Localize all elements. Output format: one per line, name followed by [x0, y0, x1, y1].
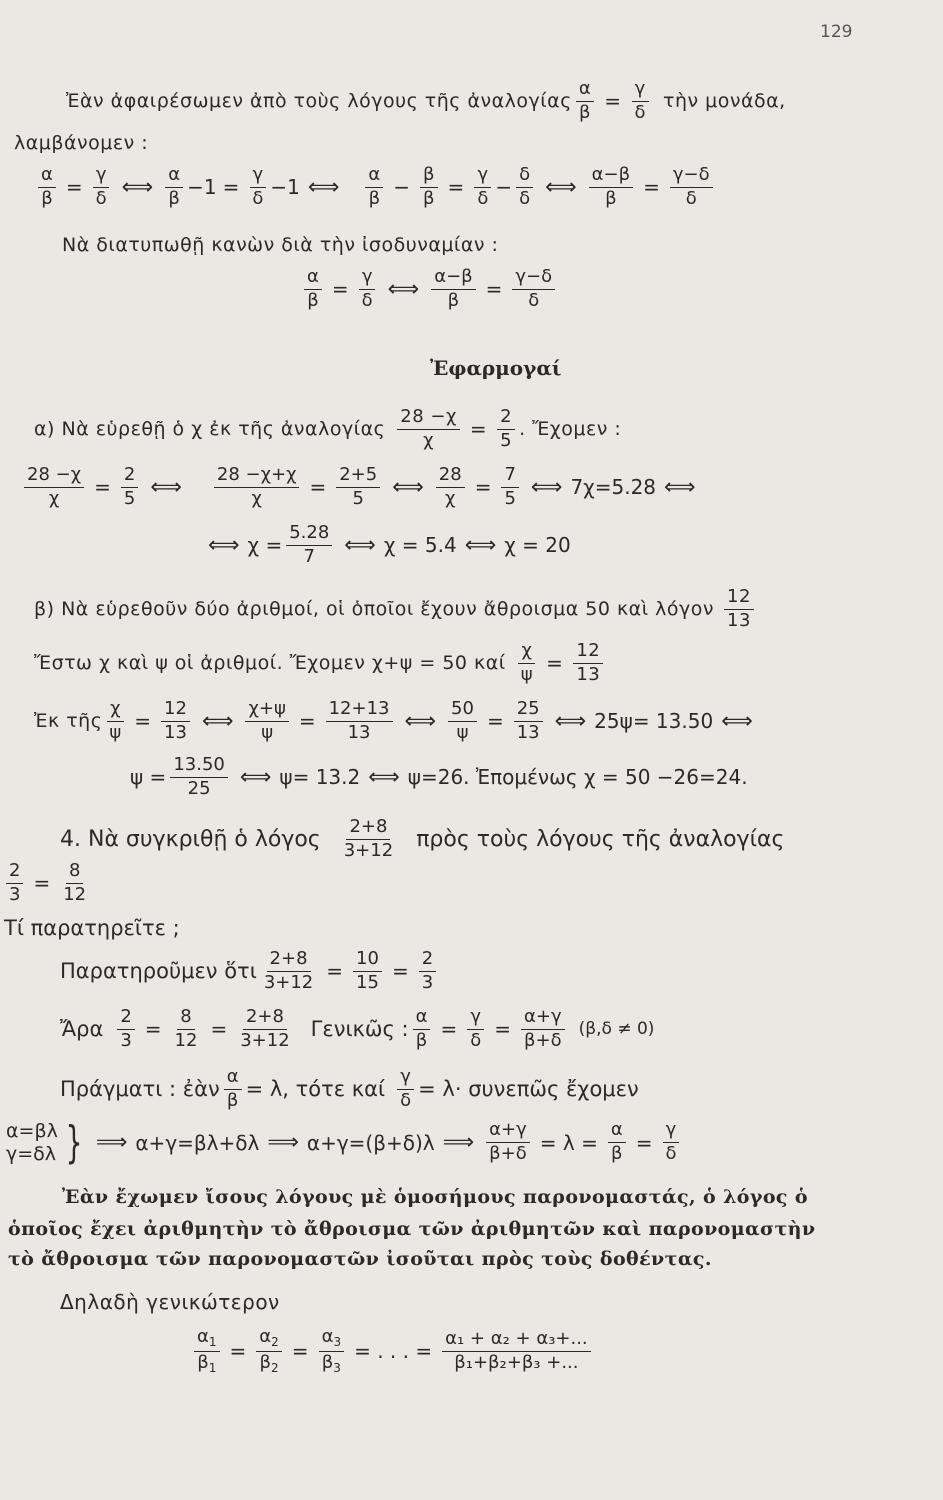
isodynamy-formula	[300, 268, 559, 311]
iff-arrow: ⟺	[404, 708, 437, 734]
fraction: $\frac{\alpha}{\beta}$	[38, 166, 56, 209]
fraction-g-d: $\frac{\gamma}{\delta}$	[631, 80, 649, 123]
iff-arrow: ⟺	[201, 708, 234, 734]
applications-heading: Ἐφαρμογαί	[430, 356, 562, 380]
fraction: $\frac{\gamma}{\delta}$	[467, 1008, 484, 1051]
chain-eq: = λ =	[539, 1130, 598, 1155]
fraction: $\frac{\gamma}{\delta}$	[397, 1068, 414, 1111]
iff-arrow: ⟺	[150, 474, 182, 500]
fraction: $\frac{\gamma}{\delta}$	[663, 1121, 680, 1164]
chain-2: α+γ=(β+δ)λ	[306, 1130, 435, 1155]
system-eq-1: α=βλ	[6, 1120, 58, 1142]
page-number: 129	[820, 22, 853, 42]
equals: =	[33, 871, 51, 896]
fraction: $\frac{\gamma-\delta}{\delta}$	[512, 268, 555, 311]
fraction: $\frac{2}{5}$	[121, 466, 138, 509]
equals: =	[440, 1017, 458, 1042]
right-brace: }	[65, 1116, 83, 1168]
example-a-statement	[34, 408, 621, 451]
equals: =	[144, 1017, 162, 1042]
fraction: $\frac{\gamma}{\delta}$	[93, 166, 110, 209]
intro-text: Ἐὰν ἀφαιρέσωμεν ἀπὸ τοὺς λόγους τῆς ἀναλογίας	[66, 90, 572, 113]
fraction: $\frac{2+8}{3+12}$	[240, 1006, 290, 1051]
equals: =	[291, 1339, 309, 1364]
equals: =	[309, 475, 327, 500]
hence-label: Ἄρα	[60, 1017, 104, 1042]
fraction: $\frac{12+13}{13}$	[326, 700, 393, 743]
equals: =	[94, 475, 111, 500]
fraction: $\frac{8}{12}$	[63, 860, 87, 905]
fraction: $\frac{\alpha_3}{\beta_3}$	[319, 1328, 345, 1374]
example-a-steps-1	[20, 466, 704, 509]
general-text: Δηλαδὴ γενικώτερον	[60, 1290, 280, 1314]
one: 1	[203, 175, 217, 200]
intro-text-end: τὴν μονάδα,	[663, 90, 786, 113]
equals: =	[546, 651, 564, 676]
implies-arrow: ⟹	[267, 1130, 299, 1156]
fraction: $\frac{\alpha-\beta}{\beta}$	[589, 166, 633, 209]
minus: −	[270, 175, 288, 200]
fraction: $\frac{\alpha}{\beta}$	[224, 1068, 242, 1111]
condition: (β,δ ≠ 0)	[578, 1019, 655, 1040]
equals: =	[391, 959, 409, 984]
step-7x: 7χ=5.28	[570, 475, 657, 500]
equals: =	[643, 175, 660, 200]
iff-arrow: ⟺	[344, 532, 376, 558]
fraction: $\frac{2+5}{5}$	[336, 466, 380, 509]
equals: =	[474, 475, 492, 500]
iff-arrow: ⟺	[392, 474, 424, 500]
item4-question: Τί παρατηρεῖτε ;	[4, 916, 180, 940]
fraction: $\frac{50}{\psi}$	[448, 700, 477, 743]
iff-arrow: ⟺	[721, 708, 753, 734]
system	[6, 1120, 58, 1166]
step-x-eq: χ =	[247, 533, 283, 558]
fraction: $\frac{\gamma-\delta}{\delta}$	[670, 166, 713, 209]
indeed-label: Πράγματι : ἐὰν	[60, 1077, 220, 1102]
system-eq-2: γ=δλ	[6, 1142, 57, 1165]
minus: −	[495, 175, 513, 200]
fraction: $\frac{25}{13}$	[514, 700, 543, 743]
fraction: 2+8 3+12	[343, 816, 394, 861]
chain-1: α+γ=βλ+δλ	[135, 1130, 260, 1155]
fraction: $\frac{\alpha}{\beta}$	[608, 1121, 626, 1164]
fraction: $\frac{2+8}{3+12}$	[263, 948, 314, 993]
equals: =	[469, 417, 488, 442]
equals: =	[134, 709, 152, 734]
one: 1	[287, 175, 300, 200]
observation-label: Παρατηροῦμεν ὅτι	[60, 959, 257, 984]
fraction: $\frac{\delta}{\delta}$	[516, 166, 533, 209]
equals: =	[486, 709, 504, 734]
fraction: $\frac{2}{5}$	[497, 408, 515, 451]
fraction: $\frac{\chi}{\psi}$	[106, 700, 124, 743]
iff-arrow: ⟺	[208, 532, 240, 558]
example-b-steps-2	[130, 756, 748, 799]
equals: =	[331, 277, 349, 302]
fraction: $\frac{\gamma}{\delta}$	[359, 268, 376, 311]
step-psi-eq: ψ =	[130, 765, 167, 790]
fraction: $\frac{\gamma}{\delta}$	[249, 166, 266, 209]
implies-arrow: ⟹	[95, 1130, 128, 1156]
example-b-label: β) Νὰ εὑρεθοῦν δύο ἀριθμοί, οἱ ὁποῖοι ἔχουν ἄθροισμα 50 καὶ λόγον	[34, 598, 715, 621]
example-b-statement	[34, 588, 758, 631]
equals: =	[485, 277, 503, 302]
equals: =	[222, 175, 240, 200]
iff-arrow: ⟺	[554, 708, 587, 734]
fraction: $\frac{13.50}{25}$	[170, 756, 228, 799]
equals: =	[635, 1130, 653, 1155]
iff-arrow: ⟺	[239, 764, 272, 790]
iff-arrow: ⟺	[464, 532, 497, 558]
fraction: $\frac{12}{13}$	[573, 642, 603, 685]
implies-arrow: ⟹	[442, 1130, 475, 1156]
lambda-text: = λ, τότε καί	[245, 1077, 386, 1102]
step-25psi: 25ψ= 13.50	[594, 709, 714, 734]
item4-hence	[60, 1008, 654, 1051]
fraction: α β	[365, 166, 383, 209]
rule-line-1: Ἐὰν ἔχωμεν ἴσους λόγους μὲ ὁμοσήμους παρονομαστάς, ὁ λόγος ὁ	[62, 1186, 808, 1208]
fraction: α β	[165, 166, 183, 209]
item4-proportion	[2, 862, 93, 905]
item4-statement	[60, 818, 784, 861]
item4-text-2: πρὸς τοὺς λόγους τῆς ἀναλογίας	[416, 826, 785, 852]
fraction: $\frac{\alpha}{\beta}$	[304, 268, 322, 311]
fraction: $\frac{10}{15}$	[353, 950, 382, 993]
iff-arrow: ⟺	[530, 474, 563, 500]
iff-arrow: ⟺	[307, 174, 340, 200]
equals: =	[326, 959, 344, 984]
equivalence-chain	[34, 166, 717, 209]
fraction: $\frac{28 -\chi}{\chi}$	[24, 466, 84, 509]
from-text: Ἐκ τῆς	[34, 710, 103, 733]
fraction: $\frac{\text{α₁ + α₂ + α₃+...}}{\text{β₁+β₂+β₃ +...}}$	[442, 1330, 591, 1373]
iff-arrow: ⟺	[664, 474, 696, 500]
fraction: $\frac{\alpha-\beta}{\beta}$	[431, 268, 475, 311]
example-b-let	[34, 642, 607, 685]
equals: =	[229, 1339, 247, 1364]
equals: =	[604, 89, 622, 114]
fraction: $\frac{\alpha_1}{\beta_1}$	[194, 1328, 220, 1374]
equals: =	[65, 175, 83, 200]
fraction: $\frac{\chi}{\psi}$	[518, 642, 536, 685]
equals: =	[494, 1017, 512, 1042]
fraction: $\frac{\alpha}{\beta}$	[413, 1008, 431, 1051]
fraction: $\frac{2}{3}$	[117, 1008, 134, 1051]
iff-arrow: ⟺	[387, 276, 420, 302]
fraction: 12 13	[724, 588, 754, 631]
example-a-label: α) Νὰ εὑρεθῇ ὁ χ ἐκ τῆς ἀναλογίας	[34, 418, 386, 441]
equals: =	[298, 709, 316, 734]
equals: =	[210, 1017, 228, 1042]
general-label: Γενικῶς :	[310, 1017, 409, 1042]
let-text: Ἔστω χ καὶ ψ οἱ ἀριθμοί. Ἔχομεν χ+ψ = 50 καί	[34, 652, 506, 675]
fraction: $\frac{2}{3}$	[419, 950, 436, 993]
minus: −	[393, 175, 411, 200]
fraction-a-b: $\frac{\alpha}{\beta}$	[576, 80, 594, 123]
fraction: $\frac{28}{\chi}$	[436, 466, 465, 509]
iff-arrow: ⟺	[368, 764, 400, 790]
iff-arrow: ⟺	[545, 174, 577, 200]
fraction: $\frac{\alpha+\gamma}{\beta+\delta}$	[486, 1121, 530, 1164]
fraction: $\frac{2}{3}$	[6, 862, 23, 905]
fraction: $\frac{28 -\chi+\chi}{\chi}$	[214, 466, 300, 509]
iff-arrow: ⟺	[121, 174, 154, 200]
item4-indeed	[60, 1068, 639, 1111]
item4-text-1: 4. Νὰ συγκριθῇ ὁ λόγος	[60, 826, 321, 852]
equals: =	[447, 175, 465, 200]
step-x-20: χ = 20	[504, 533, 571, 558]
isodynamy-text: Νὰ διατυπωθῇ κανὼν διὰ τὴν ἰσοδυναμίαν :	[62, 234, 499, 256]
fraction: $\frac{\alpha+\gamma}{\beta+\delta}$	[521, 1008, 565, 1051]
fraction: $\frac{28 -\chi}{\chi}$	[397, 408, 460, 451]
have-text: . Ἔχομεν :	[519, 418, 622, 441]
intro-line-2: λαμβάνομεν :	[14, 132, 149, 154]
step-psi-26: ψ=26. Ἐπομένως χ = 50 −26=24.	[407, 765, 748, 790]
step-x-54: χ = 5.4	[383, 533, 457, 558]
ellipsis: = . . . =	[354, 1339, 433, 1364]
intro-line-1	[66, 80, 786, 123]
fraction: $\frac{\chi+\psi}{\psi}$	[245, 700, 288, 743]
example-a-steps-2	[200, 524, 571, 567]
fraction: $\frac{\gamma}{\delta}$	[474, 166, 491, 209]
fraction: $\frac{\beta}{\beta}$	[420, 166, 438, 209]
rule-line-3: τὸ ἄθροισμα τῶν παρονομαστῶν ἰσοῦται πρὸς τοὺς δοθέντας.	[8, 1248, 712, 1270]
rule-line-2: ὁποῖος ἔχει ἀριθμητὴν τὸ ἄθροισμα τῶν ἀριθμητῶν καὶ παρονομαστὴν	[8, 1218, 816, 1240]
lambda-text-2: = λ· συνεπῶς ἔχομεν	[418, 1077, 639, 1102]
item4-derivation	[6, 1116, 684, 1168]
item4-observation	[60, 950, 440, 993]
minus: −	[187, 175, 204, 200]
fraction: $\frac{12}{13}$	[161, 700, 190, 743]
step-psi-132: ψ= 13.2	[279, 765, 361, 790]
fraction: $\frac{5.28}{7}$	[286, 524, 332, 567]
fraction: $\frac{8}{12}$	[174, 1006, 198, 1051]
general-formula	[190, 1328, 595, 1374]
fraction: $\frac{7}{5}$	[501, 466, 518, 509]
fraction: $\frac{\alpha_2}{\beta_2}$	[256, 1328, 282, 1374]
example-b-steps-1	[34, 700, 761, 743]
